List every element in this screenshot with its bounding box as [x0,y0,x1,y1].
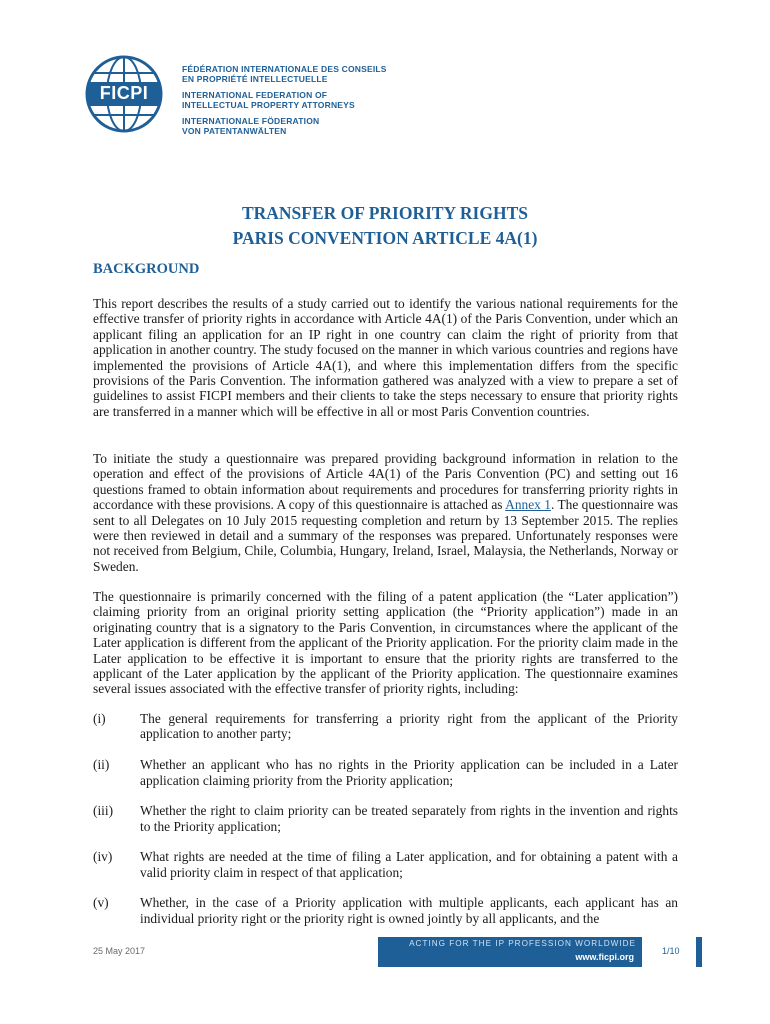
page-accent-bar [696,937,702,967]
list-item [93,803,678,834]
letterhead [80,50,440,140]
section-heading: BACKGROUND [93,261,200,277]
title-line-1: TRANSFER OF PRIORITY RIGHTS [241,203,529,223]
list-item [93,711,678,742]
list-item-text: Whether an applicant who has no rights in the Priority application can be included in a Later application claiming priority from the Priority application; [140,757,678,788]
federation-name-de: INTERNATIONALE FÖDERATION VON PATENTANWÄLTEN [182,116,320,136]
paragraph-2-text-a: To initiate the study a questionnaire was prepared providing background information in relation to the operation and effect of the provisions of Article 4A(1) of the Paris Convention (PC) and setting out 16 questions framed to obtain information about requirements and procedures for transferring priority rights in accordance with these provisions. A copy of this questionnaire is attached as [93,451,678,513]
federation-name-en: INTERNATIONAL FEDERATION OF INTELLECTUAL PROPERTY ATTORNEYS [182,90,355,110]
paragraph-2 [93,451,678,574]
list-item-number: (ii) [93,757,110,773]
list-item-text: Whether the right to claim priority can be treated separately from rights in the invention and rights to the Priority application; [140,803,678,834]
list-item-number: (iii) [93,803,114,819]
paragraph-1: This report describes the results of a study carried out to identify the various national requirements for the effective transfer of priority rights in accordance with Article 4A(1) of the Paris Convention, under which an applicant filing an application for an IP right in one country can claim the right of priority from that application in another country. The study focused on the manner in which various countries and regions have implemented the provisions of Article 4A(1), and where this implementation differs from the specific provisions of the Paris Convention. The information gathered was analyzed with a view to prepare a set of guidelines to assist FICPI members and their clients to take the steps necessary to ensure that priority rights are transferred in a manner which will be effective in all or most Paris Convention countries. [93,296,678,419]
list-item-number: (v) [93,895,109,911]
document-title [0,201,770,251]
paragraph-3: The questionnaire is primarily concerned with the filing of a patent application (the “Later application”) claiming priority from an original priority setting application (the “Priority application”) made in an originating country that is a signatory to the Paris Convention, in circumstances where the applicant of the Later application is different from the applicant of the Priority application. For the priority claim made in the Later application to be effective it is important to ensure that the priority rights are transferred to the applicant of the Later application by the applicant of the Priority application. The questionnaire examines several issues associated with the effective transfer of priority rights, including: [93,589,678,697]
page-number: 1/10 [662,946,680,956]
footer-banner [378,937,642,967]
federation-name-fr: FÉDÉRATION INTERNATIONALE DES CONSEILS EN PROPRIÉTÉ INTELLECTUELLE [182,64,387,84]
list-item [93,849,678,880]
list-item-number: (iv) [93,849,113,865]
list-item [93,757,678,788]
list-item-text: What rights are needed at the time of filing a Later application, and for obtaining a patent with a valid priority claim in respect of that application; [140,849,678,880]
list-item-text: The general requirements for transferring a priority right from the applicant of the Priority application to another party; [140,711,678,742]
footer-tagline: ACTING FOR THE IP PROFESSION WORLDWIDE [409,939,636,948]
list-item [93,895,678,926]
paragraph-2-text-b: . The questionnaire was sent to all Delegates on 10 July 2015 requesting completion and return by 13 September 2015. The replies were then reviewed in detail and a summary of the responses was prepared. Unfortunately responses were not received from Belgium, Chile, Columbia, Hungary, Ireland, Israel, Malaysia, the Netherlands, Norway or Sweden. [93,497,679,574]
list-item-number: (i) [93,711,106,726]
annex-1-link[interactable]: Annex 1 [505,497,551,513]
title-line-2: PARIS CONVENTION ARTICLE 4A(1) [232,228,538,248]
footer-website-link[interactable]: www.ficpi.org [575,952,634,962]
footer-date: 25 May 2017 [93,946,146,956]
logo-wordmark: FICPI [99,83,149,103]
list-item-text: Whether, in the case of a Priority application with multiple applicants, each applicant has an individual priority right or the priority right is owned jointly by all applicants, and the [140,895,678,926]
issues-list [93,711,678,942]
